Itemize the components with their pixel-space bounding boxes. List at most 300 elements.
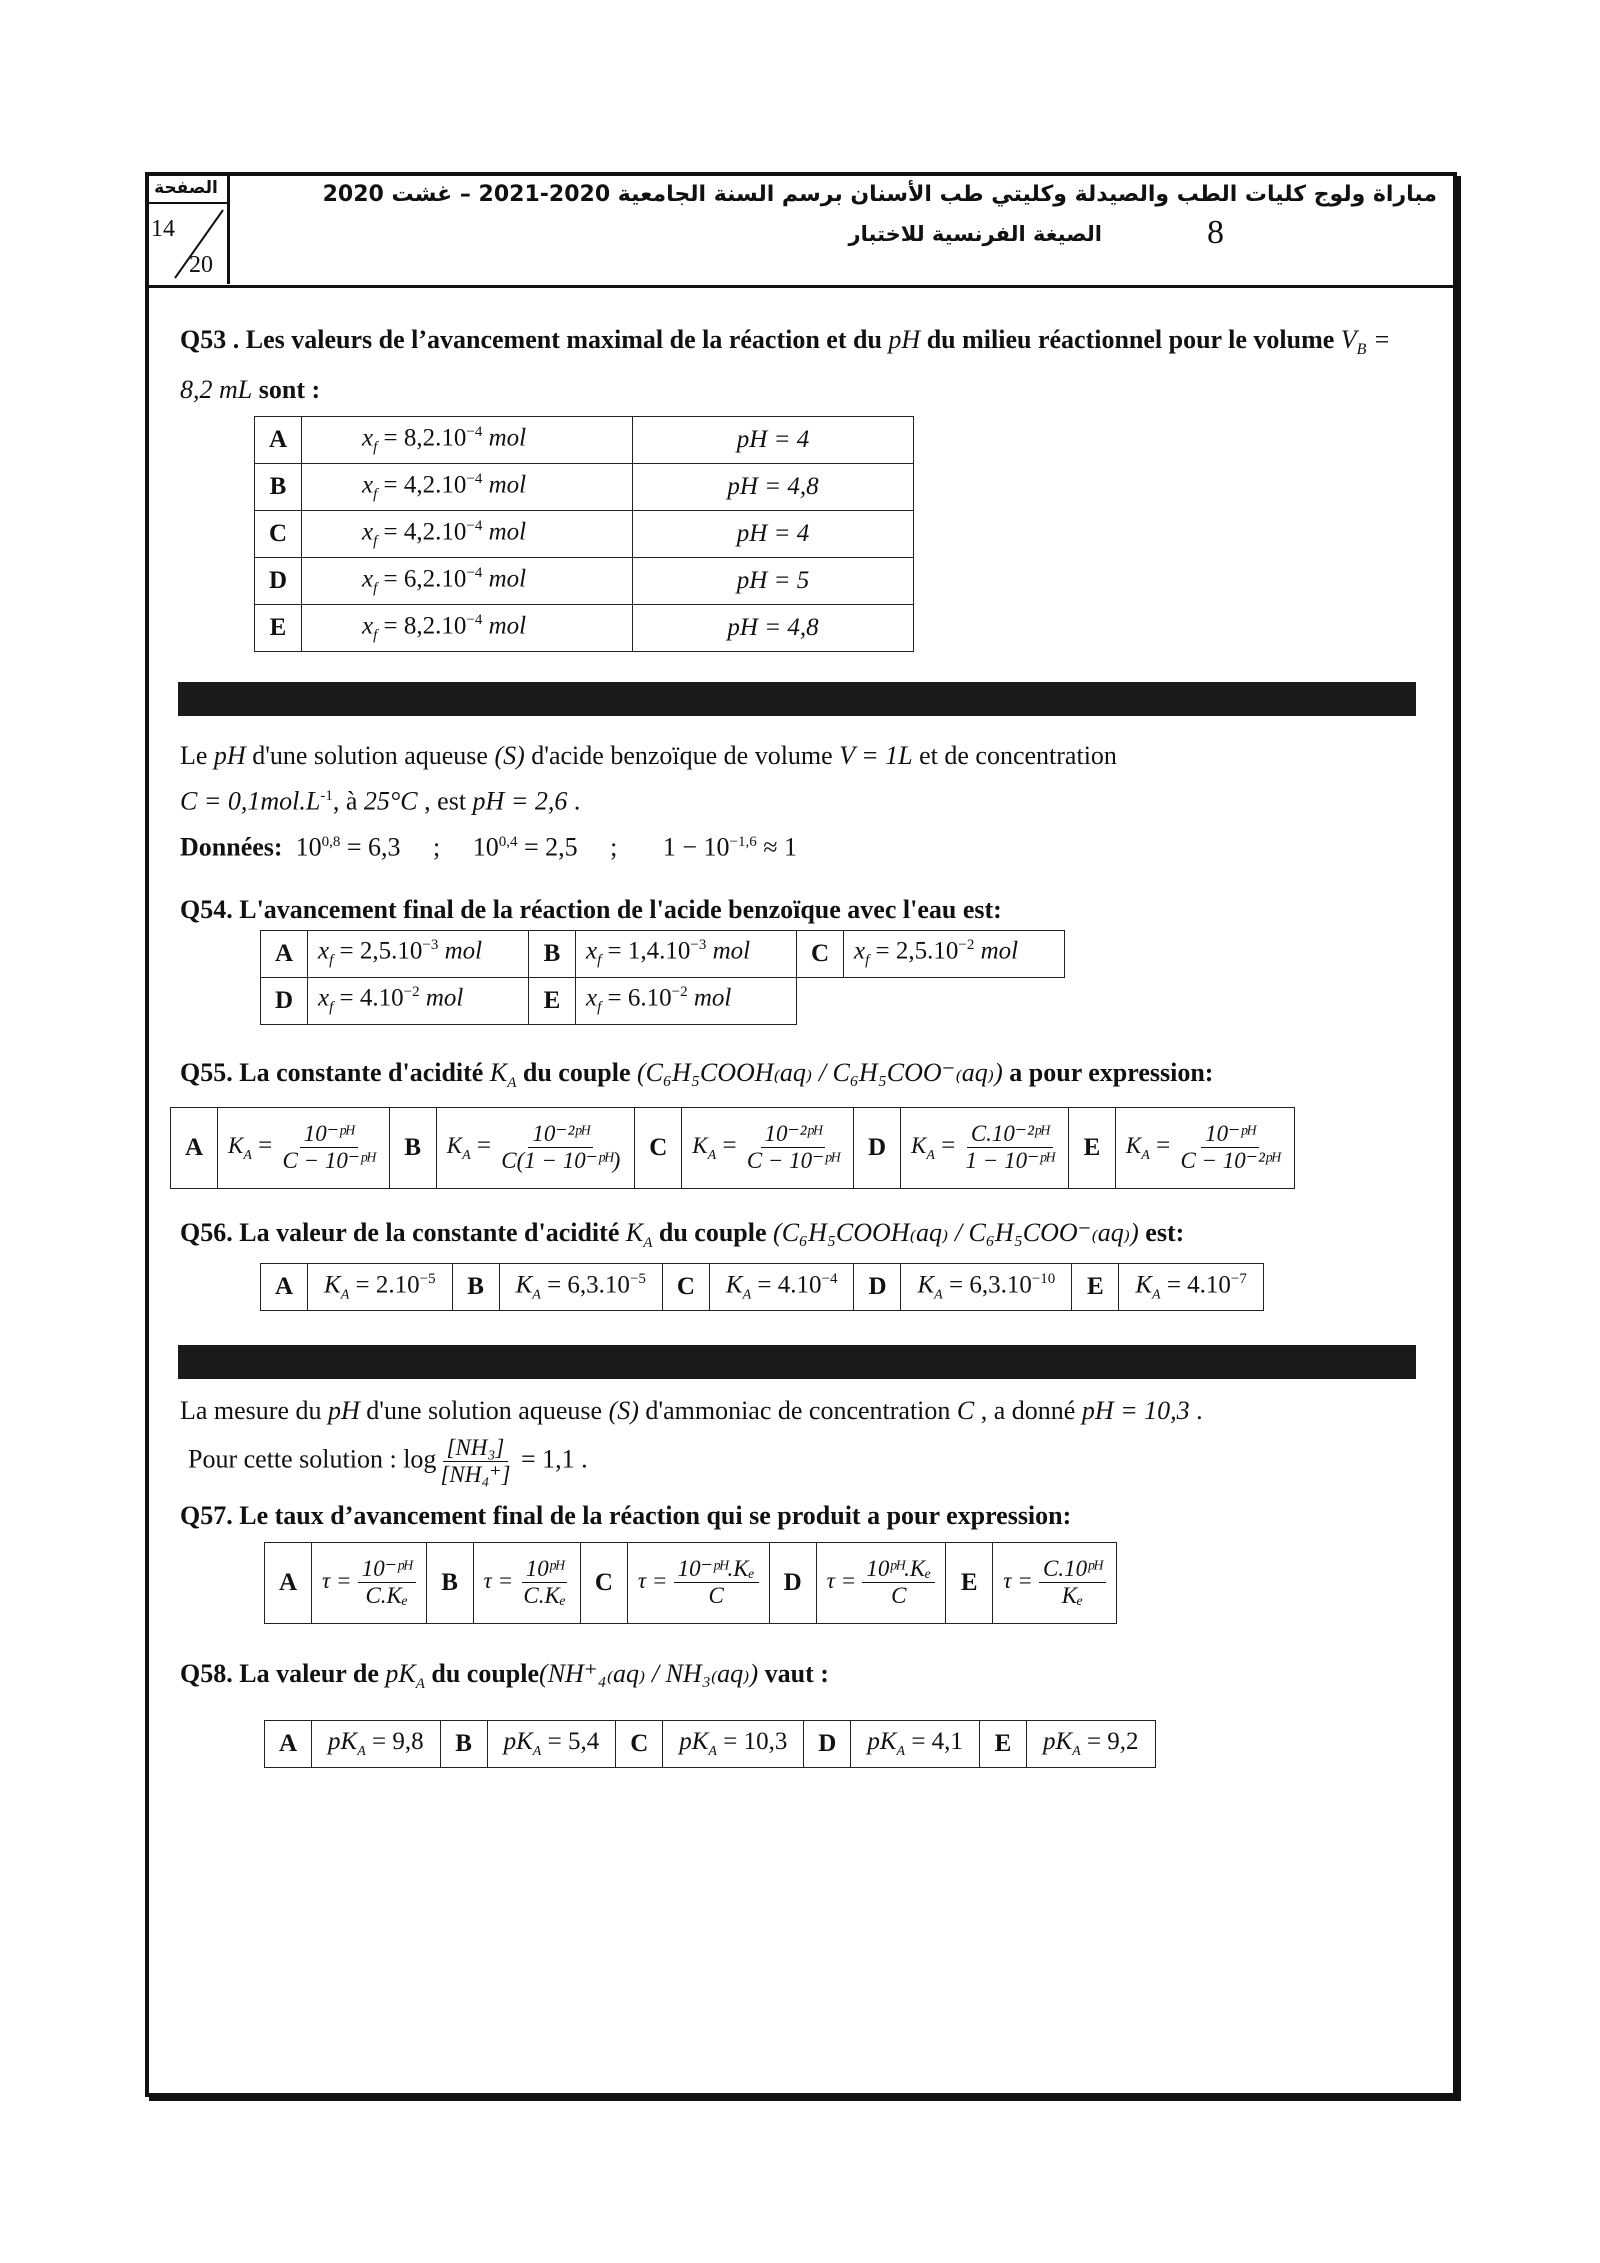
math-lhs: K [692, 1133, 708, 1159]
math-fraction [519, 1556, 569, 1609]
option-avancement [302, 605, 633, 652]
math: C [956, 1395, 975, 1425]
math-ph: pH [888, 325, 921, 354]
math-unit: mol [687, 984, 732, 1012]
math-value: = 4,1 [905, 1728, 963, 1756]
math-exp: −3 [690, 937, 707, 954]
option-ph: pH = 4 [633, 511, 914, 558]
math-fraction [436, 1435, 514, 1488]
math-exp: −4 [466, 612, 483, 629]
option-letter: C [255, 511, 302, 558]
math-sub: f [373, 580, 378, 597]
text: , a donné [974, 1395, 1082, 1425]
math-exp: −2 [403, 984, 420, 1001]
option-row [171, 1107, 1295, 1188]
option-value [499, 1263, 662, 1310]
option-row [255, 417, 914, 464]
math-var: pK [867, 1728, 897, 1756]
math-sub: A [357, 1744, 366, 1760]
fraction-denominator: 1 − 10⁻ᵖᴴ [965, 1148, 1054, 1174]
math-sub: A [340, 1287, 350, 1303]
option-expression [901, 1107, 1069, 1188]
math-var: x [362, 471, 374, 499]
math-value: = 2,5.10 [333, 937, 423, 965]
section-divider [178, 1345, 1416, 1379]
math-fraction [1039, 1556, 1106, 1609]
option-row [255, 511, 914, 558]
option-row [261, 1263, 1264, 1310]
math-sub: f [597, 999, 602, 1016]
math-sub: f [373, 486, 378, 503]
question-label: Q53 . [180, 325, 240, 354]
math-volume-value: = 8,2 mL [180, 325, 1391, 405]
question-53 [180, 320, 1420, 410]
option-letter: E [255, 605, 302, 652]
answers-table-54 [260, 930, 1065, 1025]
question-text: du couple [516, 1057, 638, 1087]
math-var: pK [679, 1728, 709, 1756]
question-text: La valeur de [232, 1658, 386, 1688]
math-lhs: K [446, 1133, 463, 1159]
question-54 [180, 890, 1420, 930]
math-sub: f [373, 627, 378, 644]
exam-title: مباراة ولوج كليات الطب والصيدلة وكليتي طب الأسنان برسم السنة الجامعية 2020-2021 – غشت 2020 [322, 182, 1437, 207]
option-value [312, 1721, 441, 1768]
math-sub: A [708, 1744, 717, 1760]
option-value [901, 1263, 1072, 1310]
math-sub: A [643, 1234, 653, 1251]
text: La mesure du [180, 1395, 329, 1425]
question-text: a pour expression: [1002, 1057, 1214, 1087]
answers-table-56 [260, 1263, 1264, 1311]
math-fraction [962, 1121, 1058, 1174]
math-couple: (C₆H₅COOH₍aq₎ / C₆H₅COO⁻₍aq₎) [637, 1057, 1003, 1087]
fraction-denominator: C.Kₑ [365, 1583, 408, 1609]
option-letter: B [529, 930, 576, 977]
option-row [261, 930, 1065, 977]
text: . [567, 786, 581, 816]
math-exp: 0,8 [321, 833, 341, 850]
option-letter: E [529, 977, 576, 1024]
math-unit: mol [482, 518, 527, 546]
math-var: K [1135, 1271, 1152, 1299]
math: (S) [608, 1395, 639, 1425]
math-log: log [403, 1444, 437, 1474]
option-letter: C [616, 1721, 663, 1768]
option-letter: D [255, 558, 302, 605]
option-value [487, 1721, 616, 1768]
question-58 [180, 1654, 1420, 1704]
math-sub: A [507, 1074, 517, 1091]
math-fraction [497, 1121, 624, 1174]
option-expression [993, 1542, 1117, 1623]
math-value: = 2.10 [349, 1271, 420, 1299]
option-letter: B [426, 1542, 473, 1623]
option-row [255, 558, 914, 605]
option-letter: A [265, 1542, 312, 1623]
option-value [308, 930, 529, 977]
math-value: = 10,3 [716, 1728, 788, 1756]
question-label: Q58. [180, 1658, 233, 1688]
question-56 [180, 1213, 1420, 1263]
math-var: x [362, 612, 374, 640]
math-exp: −2 [958, 937, 975, 954]
math-var: x [362, 565, 374, 593]
math-sub: A [532, 1744, 542, 1760]
math-var: x [854, 937, 866, 965]
math-unit: mol [482, 471, 527, 499]
option-value [576, 930, 797, 977]
text: d'acide benzoïque de volume [524, 741, 840, 771]
math: C = 0,1mol.L [180, 786, 321, 816]
math-var: x [362, 518, 374, 546]
option-ph: pH = 4,8 [633, 464, 914, 511]
option-letter: C [580, 1542, 627, 1623]
page-content [180, 320, 1420, 1768]
math-value: = 9,2 [1080, 1728, 1139, 1756]
option-expression [1115, 1107, 1294, 1188]
fraction-numerator: 10⁻²ᵖᴴ [528, 1121, 593, 1148]
math-value: = 6,3.10 [942, 1271, 1032, 1299]
question-text: sont : [252, 375, 321, 405]
math-lhs: K [228, 1133, 244, 1159]
fraction-numerator: [NH₃] [443, 1435, 509, 1462]
math-sub: f [865, 952, 870, 969]
question-55 [180, 1053, 1420, 1103]
text: d'ammoniac de concentration [638, 1395, 957, 1425]
data-label: Données: [180, 832, 283, 862]
option-expression [816, 1542, 946, 1623]
page-label: الصفحة [145, 178, 227, 204]
math-sub: A [896, 1744, 906, 1760]
math-fraction [674, 1556, 759, 1609]
math-exp: −5 [419, 1270, 436, 1287]
problem-statement-2 [180, 1391, 1420, 1488]
question-label: Q54. [180, 894, 233, 924]
math: pH = 10,3 [1081, 1395, 1190, 1425]
text: , est [417, 786, 473, 816]
math-sub: A [926, 1148, 935, 1164]
fraction-numerator: 10ᵖᴴ [522, 1556, 568, 1583]
math-lhs: τ = [322, 1568, 352, 1594]
math: pH = 2,6 [472, 786, 568, 816]
option-value [576, 977, 797, 1024]
fraction-denominator: C [708, 1583, 724, 1609]
text: Le [180, 741, 214, 771]
option-value [844, 930, 1065, 977]
option-expression [218, 1107, 390, 1188]
math-sub: A [934, 1287, 943, 1303]
fraction-denominator: C.Kₑ [523, 1583, 566, 1609]
math: pH [328, 1395, 360, 1425]
math-fraction [1176, 1121, 1283, 1174]
option-letter: A [171, 1107, 218, 1188]
option-row [265, 1542, 1117, 1623]
option-letter: E [979, 1721, 1026, 1768]
math-exp: −4 [466, 518, 483, 535]
answers-table-53 [254, 416, 914, 652]
math-var: pK [1042, 1728, 1073, 1756]
math: 10 [472, 832, 499, 862]
math-exp: −1,6 [729, 833, 757, 850]
option-row [265, 1721, 1156, 1768]
math-value: = 8,2.10 [377, 424, 467, 452]
math-sub: A [462, 1148, 471, 1164]
math-sub: A [532, 1287, 541, 1303]
math-value: = 4.10 [333, 984, 404, 1012]
option-letter: D [804, 1721, 851, 1768]
answers-table-58 [264, 1720, 1156, 1768]
math-value: = 4,2.10 [377, 518, 467, 546]
equals: = [470, 1132, 498, 1160]
math: K [625, 1217, 644, 1247]
option-value [663, 1721, 804, 1768]
option-value [851, 1721, 980, 1768]
answers-table-57 [264, 1542, 1117, 1624]
math-value: = 4.10 [751, 1271, 822, 1299]
page-total: 20 [189, 252, 213, 278]
option-row [255, 605, 914, 652]
page-header [145, 172, 1457, 288]
question-text: L'avancement final de la réaction de l'acide benzoïque avec l'eau est: [232, 894, 1002, 924]
option-ph: pH = 4 [633, 417, 914, 464]
math-var: pK [328, 1728, 358, 1756]
fraction-denominator: C [891, 1583, 907, 1609]
page-number: 14 [151, 216, 175, 242]
fraction-numerator: 10⁻ᵖᴴ.Kₑ [674, 1556, 759, 1583]
math-var: x [586, 937, 598, 965]
math-value: = 4,2.10 [377, 471, 467, 499]
question-text: Les valeurs de l’avancement maximal de la réaction et du [239, 325, 889, 354]
math-lhs: τ = [483, 1568, 514, 1594]
math-lhs: K [911, 1133, 927, 1159]
option-letter: B [389, 1107, 436, 1188]
math-sub: A [415, 1676, 425, 1693]
math-var: x [586, 984, 598, 1012]
text: et de concentration [912, 741, 1117, 771]
option-value [709, 1263, 854, 1310]
math-sub: A [742, 1287, 752, 1303]
math: pK [385, 1658, 416, 1688]
math-exp: −10 [1031, 1270, 1056, 1287]
math-value: = 6.10 [601, 984, 672, 1012]
option-letter: A [261, 1263, 308, 1310]
math-value: = 5,4 [541, 1728, 600, 1756]
math-exp: −5 [629, 1270, 646, 1287]
math: = 2,5 [517, 832, 578, 862]
option-expression [436, 1107, 635, 1188]
math-sub: A [1072, 1744, 1081, 1760]
math-var: x [362, 424, 374, 452]
option-value [1119, 1263, 1264, 1310]
section-divider [178, 682, 1416, 716]
math: 25°C [363, 786, 418, 816]
question-label: Q56. [180, 1217, 233, 1247]
option-letter: B [440, 1721, 487, 1768]
math-value: = 6,2.10 [377, 565, 467, 593]
math-var: K [324, 1271, 341, 1299]
math-exp: −4 [466, 471, 483, 488]
question-text: vaut : [758, 1658, 829, 1688]
math-value: = 9,8 [365, 1728, 424, 1756]
math: (S) [494, 741, 525, 771]
fraction-numerator: C.10ᵖᴴ [1039, 1556, 1106, 1583]
option-ph: pH = 5 [633, 558, 914, 605]
math-unit: mol [419, 984, 464, 1012]
math-sub: f [373, 439, 378, 456]
math-var: K [917, 1271, 935, 1299]
math: 1 − 10 [662, 832, 730, 862]
math: = 6,3 [340, 832, 401, 862]
question-label: Q57. [180, 1500, 233, 1530]
option-letter: A [261, 930, 308, 977]
option-letter: D [261, 977, 308, 1024]
math-exp: -1 [320, 788, 333, 805]
math: 10 [295, 832, 322, 862]
math-sub: A [243, 1148, 252, 1164]
math-sub: f [373, 533, 378, 550]
math-lhs: τ = [826, 1568, 857, 1594]
option-letter: C [635, 1107, 682, 1188]
text: , à [332, 786, 364, 816]
math: ≈ 1 [756, 832, 798, 862]
math-unit: mol [482, 612, 527, 640]
option-letter: D [854, 1263, 901, 1310]
math: = 1,1 . [514, 1444, 588, 1474]
question-57 [180, 1496, 1420, 1536]
option-letter: B [452, 1263, 499, 1310]
math-sub: A [707, 1148, 717, 1164]
question-text: La valeur de la constante d'acidité [232, 1217, 626, 1247]
math-exp: −2 [671, 984, 688, 1001]
fraction-numerator: 10⁻ᵖᴴ [358, 1556, 416, 1583]
math-unit: mol [706, 937, 751, 965]
option-letter: E [1068, 1107, 1115, 1188]
option-avancement [302, 558, 633, 605]
math-unit: mol [974, 937, 1019, 965]
math-fraction [279, 1121, 379, 1174]
answers-table-55 [170, 1107, 1295, 1189]
option-expression [627, 1542, 769, 1623]
fraction-denominator: C − 10⁻ᵖᴴ [746, 1148, 840, 1174]
fraction-denominator: C − 10⁻ᵖᴴ [282, 1148, 375, 1174]
math-sub: f [329, 952, 334, 969]
math-couple: (C₆H₅COOH₍aq₎ / C₆H₅COO⁻₍aq₎) [773, 1217, 1139, 1247]
option-avancement [302, 417, 633, 464]
math-value: = 8,2.10 [377, 612, 467, 640]
text: . [1189, 1395, 1203, 1425]
math-exp: −4 [466, 565, 483, 582]
option-expression [473, 1542, 580, 1623]
option-row [255, 464, 914, 511]
option-letter: E [1072, 1263, 1119, 1310]
math-value: = 1,4.10 [601, 937, 691, 965]
fraction-numerator: C.10⁻²ᵖᴴ [967, 1121, 1053, 1148]
math: K [489, 1057, 508, 1087]
math-exp: −7 [1230, 1270, 1247, 1287]
equals: = [251, 1132, 279, 1160]
math-volume: V [1340, 325, 1357, 354]
fraction-denominator: Kₑ [1061, 1583, 1084, 1609]
text: d'une solution aqueuse [245, 741, 495, 771]
math-fraction [862, 1556, 935, 1609]
math-exp: −4 [466, 424, 483, 441]
option-letter: C [662, 1263, 709, 1310]
option-value [308, 977, 529, 1024]
option-letter: A [265, 1721, 312, 1768]
option-expression [682, 1107, 854, 1188]
math-unit: mol [482, 565, 527, 593]
option-letter: A [255, 417, 302, 464]
question-text: Le taux d’avancement final de la réaction qui se produit a pour expression: [232, 1500, 1072, 1530]
text: Pour cette solution : [188, 1444, 404, 1474]
math-var: x [318, 937, 330, 965]
text: d'une solution aqueuse [359, 1395, 609, 1425]
fraction-denominator: [NH₄⁺] [440, 1461, 511, 1487]
option-letter: D [769, 1542, 816, 1623]
math-value: = 2,5.10 [869, 937, 959, 965]
option-value [1026, 1721, 1155, 1768]
question-text: du couple [652, 1217, 774, 1247]
math: V = 1L [839, 741, 913, 771]
option-avancement [302, 511, 633, 558]
option-letter: C [797, 930, 844, 977]
math-sub: B [1356, 341, 1367, 359]
option-letter: D [854, 1107, 901, 1188]
math-sub: f [329, 999, 334, 1016]
question-text: du couple [424, 1658, 540, 1688]
exam-subtitle: الصيغة الفرنسية للاختبار [848, 222, 1102, 246]
math-var: x [318, 984, 330, 1012]
question-label: Q55. [180, 1057, 233, 1087]
handwritten-mark: 8 [1207, 214, 1224, 251]
math-exp: −3 [422, 937, 439, 954]
option-expression [312, 1542, 427, 1623]
math-exp: 0,4 [498, 833, 518, 850]
math-sub: A [1152, 1287, 1161, 1303]
page-number-box [145, 172, 230, 284]
option-letter: E [946, 1542, 993, 1623]
problem-statement-1 [180, 736, 1420, 867]
math-sub: f [597, 952, 602, 969]
fraction-numerator: 10⁻ᵖᴴ [1201, 1121, 1259, 1148]
math-value: = 4.10 [1160, 1271, 1231, 1299]
question-text: est: [1138, 1217, 1185, 1247]
equals: = [716, 1132, 743, 1160]
math-var: K [725, 1271, 743, 1299]
option-letter: B [255, 464, 302, 511]
option-ph: pH = 4,8 [633, 605, 914, 652]
fraction-denominator: C(1 − 10⁻ᵖᴴ) [501, 1148, 621, 1174]
math-lhs: K [1125, 1133, 1142, 1159]
separator: ; [610, 832, 618, 862]
math-lhs: τ = [637, 1568, 668, 1594]
math-var: pK [503, 1728, 533, 1756]
equals: = [1149, 1132, 1177, 1160]
math-fraction [358, 1556, 416, 1609]
math: pH [213, 741, 246, 771]
math-var: K [515, 1271, 533, 1299]
equals: = [934, 1132, 962, 1160]
math-value: = 6,3.10 [540, 1271, 630, 1299]
fraction-denominator: C − 10⁻²ᵖᴴ [1180, 1148, 1280, 1174]
fraction-numerator: 10⁻²ᵖᴴ [761, 1121, 826, 1148]
fraction-numerator: 10⁻ᵖᴴ [300, 1121, 358, 1148]
math-fraction [743, 1121, 843, 1174]
separator: ; [432, 832, 441, 862]
math-unit: mol [482, 424, 527, 452]
option-row [261, 977, 1065, 1024]
